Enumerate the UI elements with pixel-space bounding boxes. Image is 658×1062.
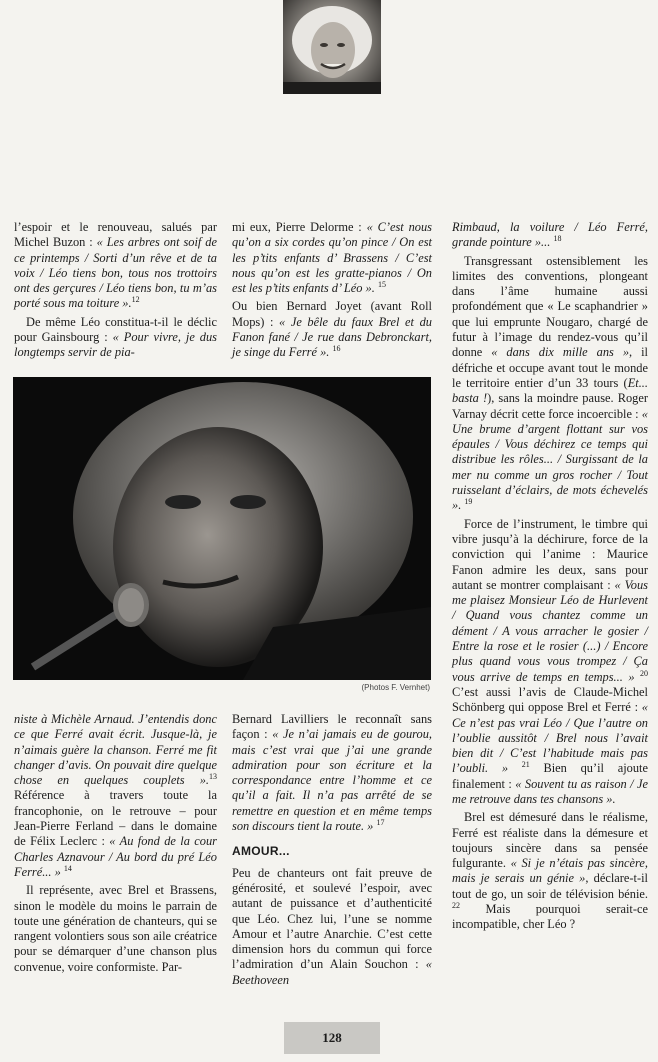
concert-photo	[13, 377, 431, 680]
paragraph: Brel est démesuré dans le réalisme, Ferré est réaliste dans la démesure et toujours sincère dans sa pensée fulgurante. « Si je n’étais pas sincère, mais je serais un génie », déclare-t-il tout de go, un soir de télévision bénie. $^{22}$ Mais pourquoi serait-ce incompatible, cher Léo ?	[452, 810, 648, 932]
paragraph: De même Léo constitua-t-il le déclic pour Gainsbourg : « Pour vivre, je dus longtemps servir de pia-	[14, 314, 217, 360]
paragraph: mi eux, Pierre Delorme : « C’est nous qu’on a six cordes qu’on pince / On est les p’tits enfants d’ Brassens / C’est nous qu’on est les gratte-pianos / On est les p’tits enfants d’ Léo ». $^{15}$	[232, 220, 432, 296]
text-column-2-bottom	[232, 712, 432, 988]
page-number: 128	[284, 1022, 380, 1054]
paragraph: Rimbaud, la voilure / Léo Ferré, grande pointure »... $^{18}$	[452, 220, 648, 250]
paragraph: Peu de chanteurs ont fait preuve de générosité, et soulevé l’espoir, avec autant de puissance et d’authenticité que Léo. Chez lui, l’une se nomme Amour et l’autre Anarchie. C’est cette dimension hors du commun qui force l’admiration d’un Alain Souchon : « Beethoveen	[232, 865, 432, 987]
section-heading: AMOUR...	[232, 844, 290, 859]
paragraph: Il représente, avec Brel et Brassens, sinon le modèle du moins le parrain de toute une génération de chanteurs, qui se rangent volontiers sous son aile créatrice pour se démarquer d’une chanson plus convenue, voire conformiste. Par-	[14, 883, 217, 974]
paragraph: niste à Michèle Arnaud. J’entendis donc ce que Ferré avait écrit. Jusque-là, je n’aimais guère la chanson. Ferré me fit changer d’avis. On pouvait dire quelque chose en quelques couplets ».$^{13}$ Référence à travers toute la francophonie, on le retrouve – pour Jean-Pierre Ferland – dans le domaine de Félix Leclerc : « Au fond de la cour Charles Aznavour / Au bord du pré Léo Ferré... » $^{14}$	[14, 712, 218, 879]
paragraph: Force de l’instrument, le timbre qui vibre jusqu’à la déchirure, force de la conviction qui l’anime : Maurice Fanon admire les deux, sans pour autant se montrer complaisant : « Vous me plaisez Monsieur Léo de Hurlevent / Quand vous chantez comme un dément / A vous arracher le gosier / Entre la rose et le rosier (...) / Encore plus quand vous vous trompez / Ça vous arrive de temps en temps... » $^{20}$ C’est aussi l’avis de Claude-Michel Schönberg qui oppose Brel et Ferré : « Ce n’est pas vrai Léo / Que l’autre on l’oublie aussitôt / Brel nous l’avait bien dit / C’est l’habitude mais pas l’oubli. » $^{21}$ Bien qu’il ajoute finalement : « Souvent tu as raison / Je me retrouve dans tes chansons ».	[452, 516, 648, 806]
text-column-2	[232, 220, 432, 361]
text-column-1-bottom	[14, 712, 217, 975]
paragraph: Transgressant ostensiblement les limites des conventions, plongeant dans l’âme humaine aussi profondément que « Le scaphandrier » que lui emprunte Nougaro, chargé de futur à l’image du rendez-vous qu’il donne « dans dix mille ans », il défriche et occupe avant tout le monde le territoire entier d’un 33 tours (Et... basta !), sans la moindre pause. Roger Varnay décrit cette force incoercible : « Une brume d’argent flottant sur vos épaules / Vous déchirez ce temps qui distribue les rôles... / Surgissant de la mer nu comme un gros rocher / Tout ruisselant d’éclairs, de mots échevelés ». $^{19}$	[452, 253, 648, 513]
paragraph: Bernard Lavilliers le reconnaît sans façon : « Je n’ai jamais eu de gourou, mais c’est vrai que j’ai une grande admiration pour son écriture et la correspondance entre l’homme et ce qu’il a fait. Il n’a pas arrêté de se remettre en question et en même temps son discours tient la route. » $^{17}$	[232, 712, 432, 834]
portrait-thumbnail	[283, 0, 381, 94]
text-column-1	[14, 220, 217, 361]
paragraph: l’espoir et le renouveau, salués par Michel Buzon : « Les arbres ont soif de ce printemps / Sorti d’un rêve et de ta voix / Léo tiens bon, tous nos trottoirs ont des gerçures / Léo tiens bon, tu m’as porté sous ma toiture ».$^{12}$	[14, 220, 217, 311]
text-column-3	[452, 220, 648, 933]
paragraph: Ou bien Bernard Joyet (avant Roll Mops) : « Je bêle du faux Brel et du Fanon fané / Je rue dans Debronckart, je singe du Ferré ». $^{16}$	[232, 299, 432, 360]
photo-credit: (Photos F. Vernhet)	[361, 683, 430, 692]
